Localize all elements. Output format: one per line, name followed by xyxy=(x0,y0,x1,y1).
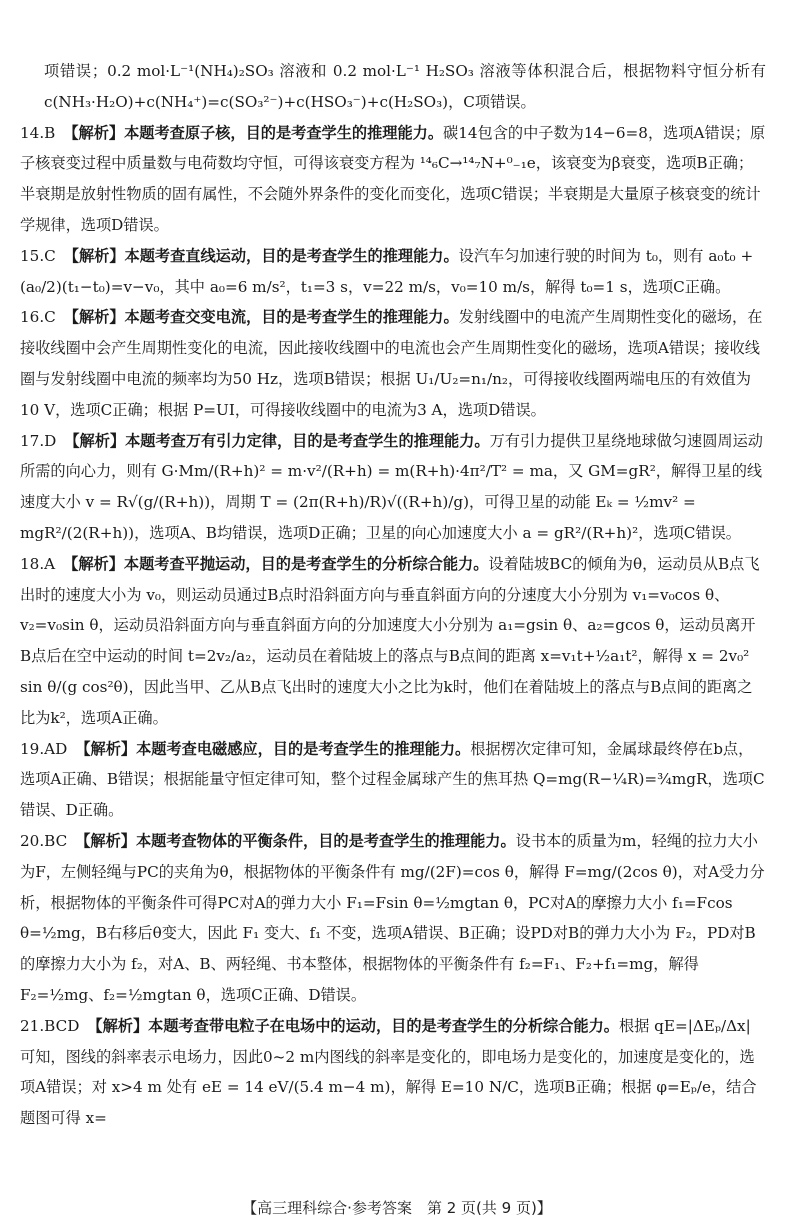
question-14 xyxy=(20,118,766,241)
answer-choice: AD xyxy=(44,739,68,758)
analysis-text: 万有引力提供卫星绕地球做匀速圆周运动所需的向心力，则有 G·Mm/(R+h)² = m·v²/(R+h) = m(R+h)·4π²/T² = ma，又 GM=gR²，解得卫星的线速度大小 v = R√(g/(R+h))，周期 T = (2π(R+h)/R)√((R+h)/g)，可得卫星的动能 Eₖ = ½mv² = mgR²/(2(R+h))，选项A、B均错误，选项D正确；卫星的向心加速度大小 a = gR²/(R+h)²，选项C错误。 xyxy=(20,431,763,542)
question-21 xyxy=(20,1011,766,1134)
answer-choice: D xyxy=(44,431,57,450)
page-footer: 【高三理科综合·参考答案 第 2 页(共 9 页)】 xyxy=(242,1199,552,1217)
analysis-tag: 【解析】本题考查平抛运动，目的是考查学生的分析综合能力。 xyxy=(63,554,489,573)
question-number: 17. xyxy=(20,431,45,450)
analysis-tag: 【解析】本题考查带电粒子在电场中的运动，目的是考查学生的分析综合能力。 xyxy=(87,1016,619,1035)
question-19 xyxy=(20,734,766,826)
question-number: 14. xyxy=(20,123,45,142)
analysis-tag: 【解析】本题考查直线运动，目的是考查学生的推理能力。 xyxy=(63,246,459,265)
analysis-tag: 【解析】本题考查电磁感应，目的是考查学生的推理能力。 xyxy=(75,739,471,758)
question-number: 21. xyxy=(20,1016,45,1035)
analysis-tag: 【解析】本题考查物体的平衡条件，目的是考查学生的推理能力。 xyxy=(75,831,516,850)
answer-choice: A xyxy=(44,554,56,573)
question-number: 18. xyxy=(20,554,45,573)
question-18 xyxy=(20,549,766,734)
question-number: 19. xyxy=(20,739,45,758)
question-17 xyxy=(20,426,766,549)
analysis-tag: 【解析】本题考查原子核，目的是考查学生的推理能力。 xyxy=(63,123,444,142)
analysis-text: 根据 qE=|ΔEₚ/Δx| 可知，图线的斜率表示电场力，因此0~2 m内图线的斜率是变化的，即电场力是变化的，加速度是变化的，选项A错误；对 x>4 m 处有 eE = 14 eV/(5.4 m−4 m)，解得 E=10 N/C，选项B正确；根据 φ=Eₚ/e，结合题图可得 x= xyxy=(20,1016,757,1128)
continued-answer-text: 项错误；0.2 mol·L⁻¹(NH₄)₂SO₃ 溶液和 0.2 mol·L⁻¹ H₂SO₃ 溶液等体积混合后，根据物料守恒分析有 c(NH₃·H₂O)+c(NH₄⁺)=c(SO₃²⁻)+c(HSO₃⁻)+c(H₂SO₃)，C项错误。 xyxy=(44,62,766,111)
question-20 xyxy=(20,826,766,1011)
analysis-tag: 【解析】本题考查交变电流，目的是考查学生的推理能力。 xyxy=(63,308,459,327)
question-number: 15. xyxy=(20,246,45,265)
question-15 xyxy=(20,241,766,303)
analysis-text: 设汽车匀加速行驶的时间为 t₀，则有 a₀t₀ + (a₀/2)(t₁−t₀)=v−v₀，其中 a₀=6 m/s²，t₁=3 s，v=22 m/s，v₀=10 m/s，解得 t₀=1 s，选项C正确。 xyxy=(20,246,754,296)
analysis-text: 根据楞次定律可知，金属球最终停在b点，选项A正确、B错误；根据能量守恒定律可知，整个过程金属球产生的焦耳热 Q=mg(R−¼R)=¾mgR，选项C错误、D正确。 xyxy=(20,739,765,820)
analysis-text: 碳14包含的中子数为14−6=8，选项A错误；原子核衰变过程中质量数与电荷数均守恒，可得该衰变方程为 ¹⁴₆C→¹⁴₇N+⁰₋₁e，该衰变为β衰变，选项B正确；半衰期是放射性物质的固有属性，不会随外界条件的变化而变化，选项C错误；半衰期是大量原子核衰变的统计学规律，选项D错误。 xyxy=(20,123,766,234)
question-16 xyxy=(20,302,766,425)
answer-choice: C xyxy=(44,308,56,327)
question-number: 16. xyxy=(20,308,45,327)
analysis-text: 设着陆坡BC的倾角为θ，运动员从B点飞出时的速度大小为 v₀，则运动员通过B点时沿斜面方向与垂直斜面方向的分速度大小分别为 v₁=v₀cos θ、v₂=v₀sin θ，运动员沿斜面方向与垂直斜面方向的分加速度大小分别为 a₁=gsin θ、a₂=gcos θ，运动员离开B点后在空中运动的时间 t=2v₂/a₂，运动员在着陆坡上的落点与B点间的距离 x=v₁t+½a₁t²，解得 x = 2v₀² sin θ/(g cos²θ)，因此当甲、乙从B点飞出时的速度大小之比为k时，他们在着陆坡上的落点与B点间的距离之比为k²，选项A正确。 xyxy=(20,554,760,727)
question-number: 20. xyxy=(20,831,45,850)
answer-choice: C xyxy=(44,246,56,265)
analysis-tag: 【解析】本题考查万有引力定律，目的是考查学生的推理能力。 xyxy=(64,431,490,450)
answer-choice: BC xyxy=(44,831,68,850)
answer-choice: BCD xyxy=(44,1016,80,1035)
analysis-text: 发射线圈中的电流产生周期性变化的磁场，在接收线圈中会产生周期性变化的电流，因此接收线圈中的电流也会产生周期性变化的磁场，选项A错误；接收线圈与发射线圈中电流的频率均为50 Hz，选项B错误；根据 U₁/U₂=n₁/n₂，可得接收线圈两端电压的有效值为10 V，选项C正确；根据 P=UI，可得接收线圈中的电流为3 A，选项D错误。 xyxy=(20,308,763,419)
answer-choice: B xyxy=(44,123,56,142)
analysis-text: 设书本的质量为m，轻绳的拉力大小为F，左侧轻绳与PC的夹角为θ，根据物体的平衡条件有 mg/(2F)=cos θ，解得 F=mg/(2cos θ)，对A受力分析，根据物体的平衡条件可得PC对A的弹力大小 F₁=Fsin θ=½mgtan θ，PC对A的摩擦力大小 f₁=Fcos θ=½mg，B右移后θ变大，因此 F₁ 变大、f₁ 不变，选项A错误、B正确；设PD对B的弹力大小为 F₂，PD对B的摩擦力大小为 f₂，对A、B、两轻绳、书本整体，根据物体的平衡条件有 f₂=F₁、F₂+f₁=mg，解得 F₂=½mg、f₂=½mgtan θ，选项C正确、D错误。 xyxy=(20,831,765,1004)
